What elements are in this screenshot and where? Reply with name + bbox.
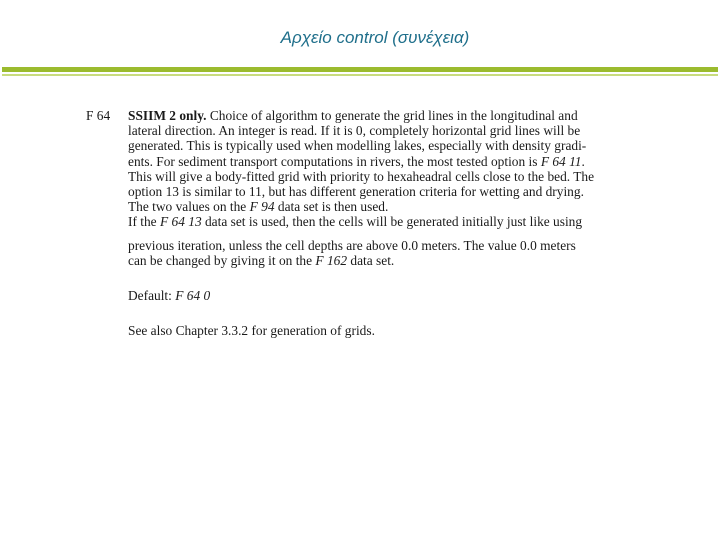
body-text: data set is used, then the cells will be generated initially just like using bbox=[201, 214, 583, 230]
spacer bbox=[128, 230, 626, 238]
dataset-reference: F 64 13 bbox=[159, 214, 202, 230]
body-line: This will give a body-fitted grid with priority to hexaheadral cells close to the bed. The bbox=[128, 168, 595, 184]
body-text: The two values on the bbox=[128, 199, 250, 215]
body-text: data set. bbox=[347, 252, 395, 268]
dataset-reference: F 94 bbox=[249, 199, 275, 215]
default-value: F 64 0 bbox=[175, 288, 211, 304]
title-divider-thick bbox=[2, 67, 718, 72]
default-line bbox=[128, 288, 626, 303]
dataset-reference: F 162 bbox=[315, 252, 348, 268]
body-line: generated. This is typically used when modelling lakes, especially with density gradi- bbox=[128, 138, 587, 154]
body-text: ents. For sediment transport computations in rivers, the most tested option is bbox=[128, 153, 541, 169]
body-line: option 13 is similar to 11, but has different generation criteria for wetting and drying. bbox=[128, 184, 584, 200]
entry-code: F 64 bbox=[86, 108, 111, 123]
body-text: can be changed by giving it on the bbox=[128, 252, 316, 268]
spacer bbox=[128, 303, 626, 323]
body-text: data set is then used. bbox=[274, 199, 389, 215]
body-line bbox=[128, 199, 626, 214]
body-line bbox=[128, 108, 626, 123]
slide-title: Αρχείο control (συνέχεια) bbox=[280, 28, 470, 47]
body-line: previous iteration, unless the cell depths are above 0.0 meters. The value 0.0 meters bbox=[128, 237, 576, 253]
body-line: lateral direction. An integer is read. If it is 0, completely horizontal grid lines will be bbox=[128, 123, 581, 139]
body-text: If the bbox=[128, 214, 160, 230]
entry-body bbox=[128, 108, 626, 338]
entry-f64 bbox=[86, 108, 626, 338]
entry-heading: SSIIM 2 only. bbox=[128, 108, 207, 123]
body-line bbox=[128, 214, 626, 229]
title-divider-thin bbox=[2, 74, 718, 76]
body-text: Choice of algorithm to generate the grid lines in the longitudinal and bbox=[206, 108, 578, 123]
dataset-reference: F 64 11 bbox=[540, 153, 582, 169]
default-label: Default: bbox=[128, 288, 176, 304]
body-line bbox=[128, 253, 626, 268]
body-text: . bbox=[581, 153, 585, 169]
see-also-line: See also Chapter 3.3.2 for generation of grids. bbox=[128, 323, 375, 339]
body-line bbox=[128, 154, 626, 169]
spacer bbox=[128, 268, 626, 288]
